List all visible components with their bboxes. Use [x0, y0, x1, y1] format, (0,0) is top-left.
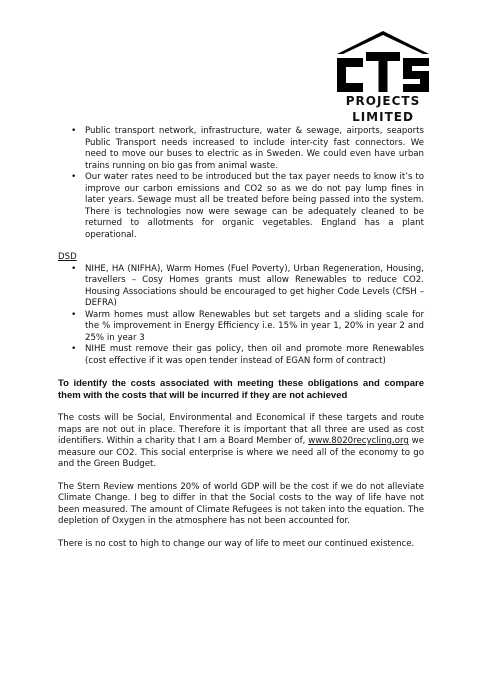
logo-company-name: PROJECTS — [345, 94, 421, 108]
list-item: • Warm homes must allow Renewables but set targets and a sliding scale for the % improvement in Energy Efficiency i.e. 15% in year 1, 20% in year 2 and 25% in year 3 — [58, 310, 424, 345]
paragraph-costs — [58, 413, 424, 471]
section-heading: To identify the costs associated with meeting these obligations and compare them with the costs that will be incurred if they are not achieved — [58, 378, 424, 401]
cts-logo-mark — [333, 30, 433, 94]
company-logo — [333, 30, 433, 125]
paragraph-conclusion: There is no cost to high to change our way of life to meet our continued existence. — [58, 538, 415, 549]
document-body — [58, 126, 424, 550]
charity-link[interactable]: www.8020recycling.org — [308, 436, 409, 446]
bullet-list-transport — [58, 126, 424, 241]
section-label-dsd: DSD — [58, 252, 77, 262]
paragraph-text: The costs will be Social, Environmental and Economical if these targets and route maps are not out in place. Therefore it is important that all three are used as cost identifiers. Within a charity that I am a Board Member of, — [58, 413, 424, 446]
list-item: • NIHE must remove their gas policy, then oil and promote more Renewables (cost effective if it was open tender instead of EGAN form of contract) — [58, 344, 424, 367]
bullet-list-dsd — [58, 264, 424, 368]
list-item: • Public transport network, infrastructure, water & sewage, airports, seaports Public Transport needs increased to include inter-city fast connectors. We need to move our buses to electric as in Sweden. We could even have urban trains running on bio gas from animal waste. — [58, 126, 424, 172]
paragraph-text: we measure our CO2. This social enterprise is where we need all of the economy to go and the Green Budget. — [58, 436, 424, 469]
list-item: • Our water rates need to be introduced but the tax payer needs to know it’s to improve our carbon emissions and CO2 so as we do not pay lump fines in later years. Sewage must all be treated before being passed into the system. There is technologies now were sewage can be adequately cleaned to be returned to allotments for organic vegetables. England has a plant operational. — [58, 172, 424, 241]
paragraph-stern-review: The Stern Review mentions 20% of world GDP will be the cost if we do not alleviate Climate Change. I beg to differ in that the Social costs to the way of life have not been measured. The amount of Climate Refugees is not taken into the equation. The depletion of Oxygen in the atmosphere has not been accounted for. — [58, 481, 424, 526]
list-item: • NIHE, HA (NIFHA), Warm Homes (Fuel Poverty), Urban Regeneration, Housing, travellers – Cosy Homes grants must allow Renewables to reduce CO2. Housing Associations should be encouraged to get higher Code Levels (CfSH – DEFRA) — [58, 264, 424, 310]
logo-limited: LIMITED — [352, 110, 414, 124]
